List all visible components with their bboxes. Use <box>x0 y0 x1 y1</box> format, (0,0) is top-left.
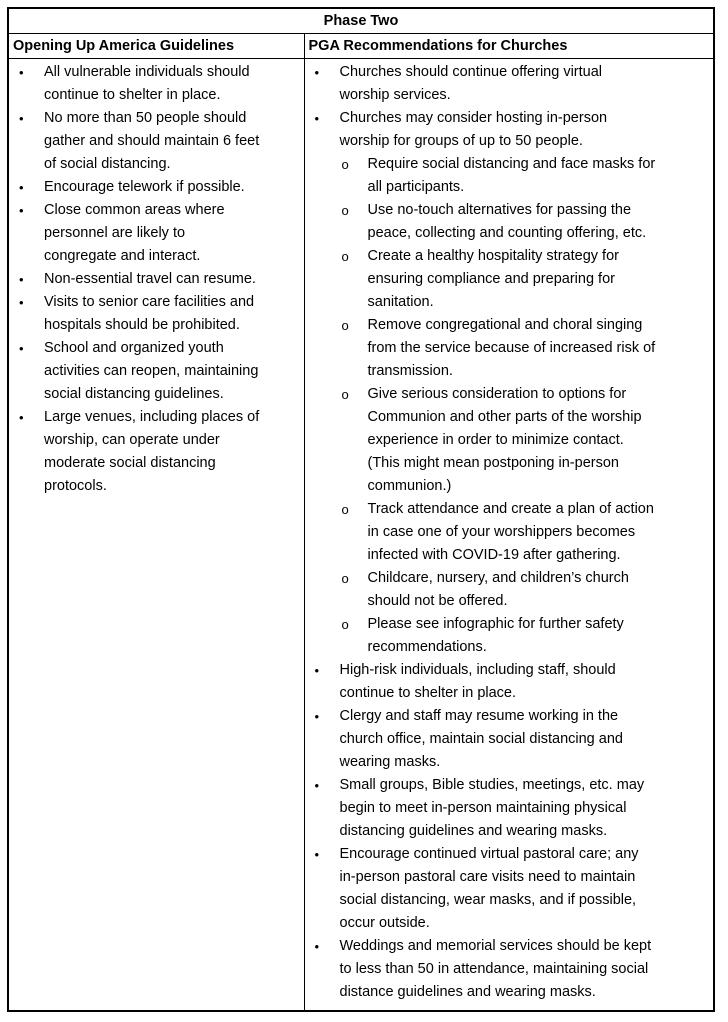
list-item-text: Childcare, nursery, and children’s church should not be offered. <box>367 570 629 609</box>
list-item-text: Churches may consider hosting in-person worship for groups of up to 50 people. <box>339 110 608 149</box>
circle-bullet-icon: o <box>341 157 349 172</box>
circle-bullet-icon: o <box>341 249 349 264</box>
bullet-icon: • <box>19 111 24 126</box>
list-item <box>305 61 714 107</box>
list-item-text: Encourage telework if possible. <box>44 179 245 195</box>
list-item <box>9 61 304 107</box>
list-item <box>305 843 714 935</box>
list-item-text: Large venues, including places of worship, can operate under moderate social distancing protocols. <box>44 409 260 494</box>
list-item <box>305 705 714 774</box>
recommendations-list <box>305 59 714 1004</box>
bullet-icon: • <box>19 295 24 310</box>
circle-bullet-icon: o <box>341 617 349 632</box>
list-item-text: Churches should continue offering virtual worship services. <box>339 64 603 103</box>
list-item-text: High-risk individuals, including staff, should continue to shelter in place. <box>339 662 616 701</box>
phase-two-table <box>7 7 715 1012</box>
list-item-text: Visits to senior care facilities and hospitals should be prohibited. <box>44 294 255 333</box>
bullet-icon: • <box>19 65 24 80</box>
list-item-text: Require social distancing and face masks for all participants. <box>367 156 656 195</box>
guidelines-cell <box>8 59 304 1012</box>
list-item-text: All vulnerable individuals should continue to shelter in place. <box>44 64 250 103</box>
sub-list-item <box>305 199 714 245</box>
circle-bullet-icon: o <box>341 387 349 402</box>
sub-list-item <box>305 383 714 498</box>
list-item <box>305 774 714 843</box>
bullet-icon: • <box>314 663 320 678</box>
list-item <box>9 337 304 406</box>
list-item <box>9 107 304 176</box>
list-item <box>9 406 304 498</box>
bullet-icon: • <box>314 65 320 80</box>
bullet-icon: • <box>19 180 24 195</box>
circle-bullet-icon: o <box>341 203 349 218</box>
list-item-text: Close common areas where personnel are likely to congregate and interact. <box>44 202 225 264</box>
circle-bullet-icon: o <box>341 502 349 517</box>
circle-bullet-icon: o <box>341 571 349 586</box>
sub-list-item <box>305 498 714 567</box>
bullet-icon: • <box>314 778 320 793</box>
sub-list-item <box>305 314 714 383</box>
sub-list-item <box>305 153 714 199</box>
bullet-icon: • <box>314 709 320 724</box>
sub-list-item <box>305 567 714 613</box>
circle-bullet-icon: o <box>341 318 349 333</box>
list-item-text: Track attendance and create a plan of action in case one of your worshippers becomes infected with COVID-19 after gathering. <box>367 501 654 563</box>
list-item <box>305 107 714 153</box>
list-item-text: Small groups, Bible studies, meetings, etc. may begin to meet in-person maintaining physical distancing guidelines and wearing masks. <box>339 777 645 839</box>
list-item-text: Weddings and memorial services should be kept to less than 50 in attendance, maintaining social distance guidelines and wearing masks. <box>339 938 652 1000</box>
list-item <box>9 176 304 199</box>
column-header-guidelines: Opening Up America Guidelines <box>8 34 304 59</box>
guidelines-list <box>9 59 304 498</box>
sub-list-item <box>305 245 714 314</box>
list-item-text: School and organized youth activities can reopen, maintaining social distancing guidelines. <box>44 340 259 402</box>
list-item-text: Remove congregational and choral singing from the service because of increased risk of transmission. <box>367 317 656 379</box>
list-item-text: Use no-touch alternatives for passing the peace, collecting and counting offering, etc. <box>367 202 647 241</box>
list-item-text: Please see infographic for further safety recommendations. <box>367 616 624 655</box>
table-title: Phase Two <box>8 8 714 34</box>
recommendations-cell <box>304 59 714 1012</box>
list-item-text: Create a healthy hospitality strategy for ensuring compliance and preparing for sanitation. <box>367 248 619 310</box>
column-header-recommendations: PGA Recommendations for Churches <box>304 34 714 59</box>
list-item <box>305 659 714 705</box>
list-item-text: Encourage continued virtual pastoral care; any in-person pastoral care visits need to maintain social distancing, wear masks, and if possible, occur outside. <box>339 846 639 931</box>
list-item-text: Clergy and staff may resume working in the church office, maintain social distancing and wearing masks. <box>339 708 623 770</box>
list-item <box>9 291 304 337</box>
bullet-icon: • <box>314 847 320 862</box>
bullet-icon: • <box>19 272 24 287</box>
list-item-text: No more than 50 people should gather and should maintain 6 feet of social distancing. <box>44 110 260 172</box>
sub-list-item <box>305 613 714 659</box>
list-item-text: Give serious consideration to options for Communion and other parts of the worship experience in order to minimize contact. (This might mean postponing in-person communion.) <box>367 386 642 494</box>
bullet-icon: • <box>314 939 320 954</box>
list-item <box>305 935 714 1004</box>
list-item <box>9 199 304 268</box>
list-item <box>9 268 304 291</box>
list-item-text: Non-essential travel can resume. <box>44 271 256 287</box>
bullet-icon: • <box>19 341 24 356</box>
bullet-icon: • <box>314 111 320 126</box>
bullet-icon: • <box>19 410 24 425</box>
bullet-icon: • <box>19 203 24 218</box>
